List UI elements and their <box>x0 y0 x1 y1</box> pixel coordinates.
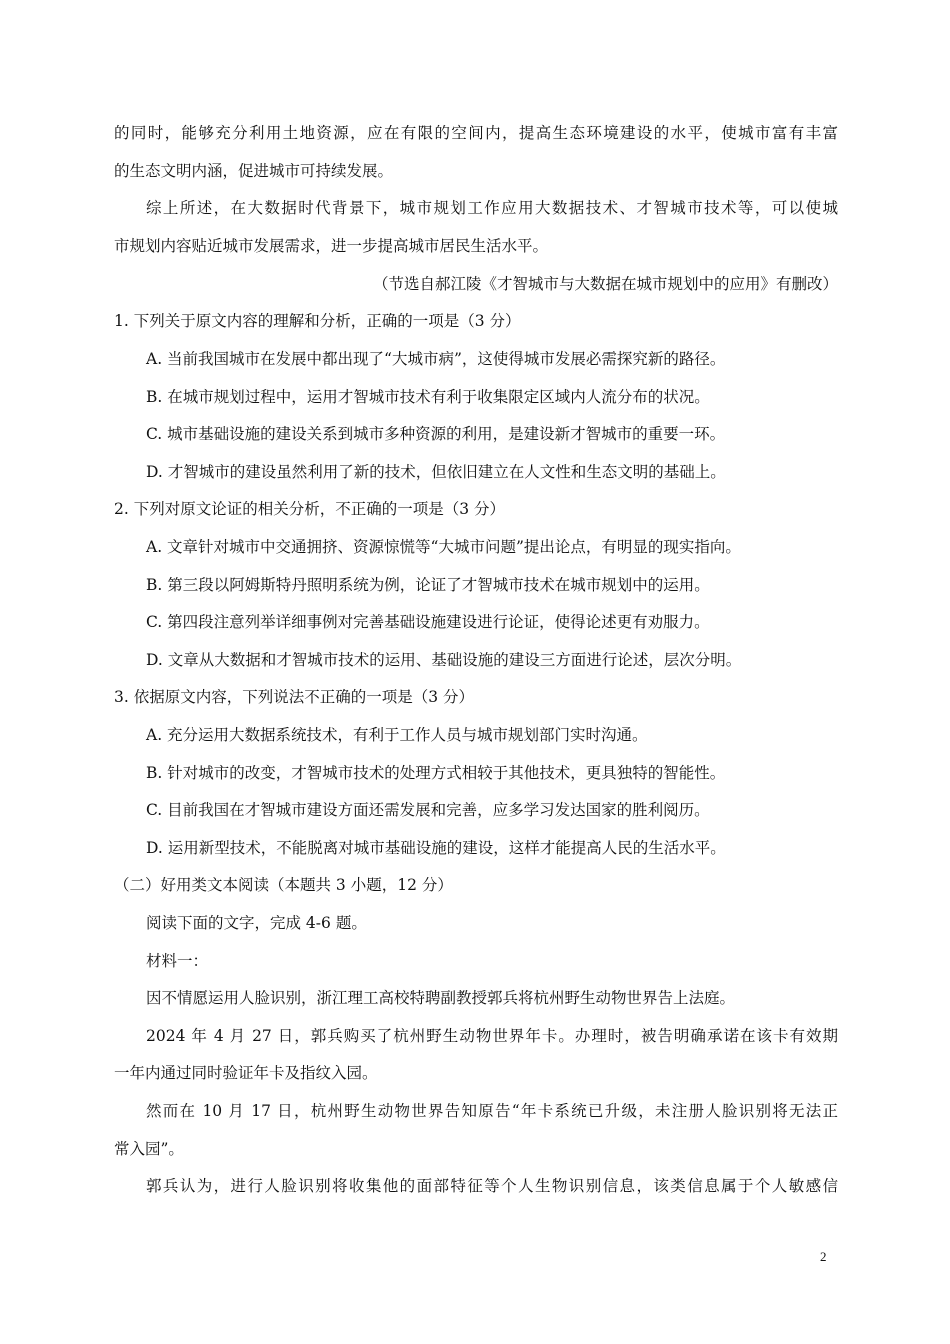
paragraph-line: 因不情愿运用人脸识别，浙江理工高校特聘副教授郭兵将杭州野生动物世界告上法庭。 <box>146 989 736 1007</box>
question-option: A. 当前我国城市在发展中都出现了“大城市病”，这使得城市发展必需探究新的路径。 <box>146 350 726 368</box>
question-option: C. 城市基础设施的建设关系到城市多种资源的利用，是建设新才智城市的重要一环。 <box>146 425 726 443</box>
question-option: D. 文章从大数据和才智城市技术的运用、基础设施的建设三方面进行论述，层次分明。 <box>146 651 742 669</box>
paragraph-line: 综上所述，在大数据时代背景下，城市规划工作应用大数据技术、才智城市技术等，可以使城 <box>146 199 838 217</box>
paragraph-line: 市规划内容贴近城市发展需求，进一步提高城市居民生活水平。 <box>114 237 549 255</box>
question-option: D. 运用新型技术，不能脱离对城市基础设施的建设，这样才能提高人民的生活水平。 <box>146 839 726 857</box>
question-stem: 2. 下列对原文论证的相关分析，不正确的一项是（3 分） <box>114 500 506 518</box>
paragraph-line: 郭兵认为，进行人脸识别将收集他的面部特征等个人生物识别信息，该类信息属于个人敏感信 <box>146 1177 838 1195</box>
instruction: 阅读下面的文字，完成 4-6 题。 <box>146 914 367 932</box>
paragraph-line: 然而在 10 月 17 日，杭州野生动物世界告知原告“年卡系统已升级，未注册人脸识别将无法正 <box>146 1102 838 1120</box>
question-option: A. 充分运用大数据系统技术，有利于工作人员与城市规划部门实时沟通。 <box>146 726 648 744</box>
question-stem: 3. 依据原文内容，下列说法不正确的一项是（3 分） <box>114 688 475 706</box>
paragraph-line: 的生态文明内涵，促进城市可持续发展。 <box>114 162 394 180</box>
question-stem: 1. 下列关于原文内容的理解和分析，正确的一项是（3 分） <box>114 312 521 330</box>
paragraph-line: 的同时，能够充分利用土地资源，应在有限的空间内，提高生态环境建设的水平，使城市富有丰富 <box>114 124 838 142</box>
question-option: C. 第四段注意列举详细事例对完善基础设施建设进行论证，使得论述更有劝服力。 <box>146 613 710 631</box>
question-option: B. 在城市规划过程中，运用才智城市技术有利于收集限定区域内人流分布的状况。 <box>146 388 710 406</box>
question-option: B. 针对城市的改变，才智城市技术的处理方式相较于其他技术，更具独特的智能性。 <box>146 764 726 782</box>
question-option: B. 第三段以阿姆斯特丹照明系统为例，论证了才智城市技术在城市规划中的运用。 <box>146 576 710 594</box>
source-citation: （节选自郝江陵《才智城市与大数据在城市规划中的应用》有删改） <box>372 275 838 293</box>
question-option: D. 才智城市的建设虽然利用了新的技术，但依旧建立在人文性和生态文明的基础上。 <box>146 463 726 481</box>
section-heading: （二）好用类文本阅读（本题共 3 小题，12 分） <box>114 876 453 894</box>
paragraph-line: 常入园”。 <box>114 1140 184 1158</box>
question-option: C. 目前我国在才智城市建设方面还需发展和完善，应多学习发达国家的胜利阅历。 <box>146 801 710 819</box>
page-number: 2 <box>820 1249 827 1264</box>
material-label: 材料一： <box>146 952 209 970</box>
paragraph-line: 2024 年 4 月 27 日，郭兵购买了杭州野生动物世界年卡。办理时，被告明确承诺在该卡有效期 <box>146 1027 838 1045</box>
question-option: A. 文章针对城市中交通拥挤、资源惊慌等“大城市问题”提出论点，有明显的现实指向。 <box>146 538 741 556</box>
paragraph-line: 一年内通过同时验证年卡及指纹入园。 <box>114 1064 378 1082</box>
